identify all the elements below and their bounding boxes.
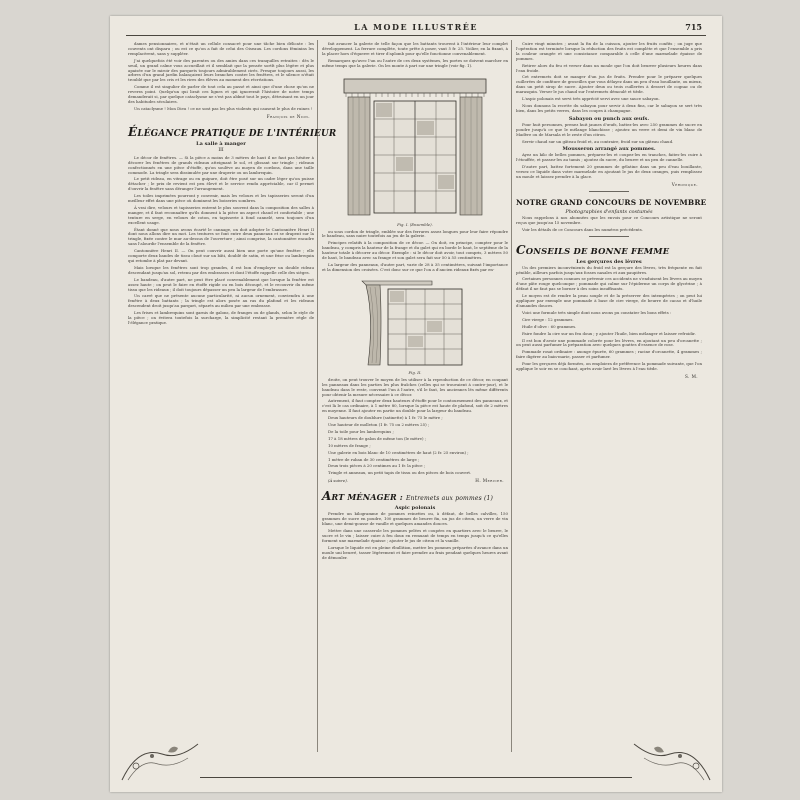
measure-item: Deux trois pièces à 20 centimes au 1 fr. la pièce ; xyxy=(328,463,426,469)
sabayon-title: Sabayon ou punch aux œufs. xyxy=(568,115,650,122)
intro-paragraph: Un cataclysme ! Mon Dieu ! ce ne sont pas les plus violents qui causent le plus de ruines ! xyxy=(134,105,313,111)
recipe-paragraph: Mettre dans une casserole les pommes pelées et coupées en quartiers avec le beurre, le sucre et le vin ; laisser cuire à feu doux en remuant de temps en temps jusqu'à ce qu'elles forment une marmelade épaisse ; ajouter le jus de citron et la vanille. xyxy=(322,528,508,543)
measure-item: 1 mètre de ruban de 30 centimètres de large ; xyxy=(328,456,420,462)
intro-paragraph: dames pensionnaires, et n'était un cellule consacré pour une tâche bien délicate : les couvents ont disparu ; ou est ce qu'on a fait de celui des Oiseaux. Les cordons féminins les remplacèrent, sans y suppléer. xyxy=(128,41,314,56)
article-paragraph: Étant donné que nous avons écarté le cannage, on doit adopter le Cantonnière Henri II dont nous allons dire un mot. Les tentures se font entre deux panneaux et se drapent sur la tringle, fixée contre le mur au-dessus de l'ouverture ; ainsi comprise, la cantonnière encadre sans l'alourdir l'ensemble de la fenêtre. xyxy=(128,226,314,247)
recipe-paragraph: L'aspic polonais est servi très apprécié servi avec une sauce sabayon. xyxy=(522,96,660,102)
measure-item: 10 mètres de frange ; xyxy=(328,442,371,448)
mousseron-title: Mousseron arrangé aux pommes. xyxy=(562,146,656,153)
article-paragraph: Cantonnière Henri II. — On peut couvrir aussi bien une porte qu'une fenêtre ; elle comporte deux bandes de tissu cloué sur un bâti, doublé de satin, et une frise ou lambrequin qui retombe à plat par devant. xyxy=(128,248,314,263)
window-illustration xyxy=(322,73,508,221)
window-detail-illustration xyxy=(322,277,508,369)
masthead xyxy=(126,22,706,36)
intro-paragraph: J'ai quelquefois été voir des parentes ou des amies dans ces tranquilles retraites : dès le seuil, un grand calme vous accueillait et il semblait que la pensée sortît plus légère et plus apaisée sur le miroir des parquets toujours admirablement cirés. Presque toujours aussi, les arbres d'un grand jardin balançaient leurs branches contre les fenêtres, et le silence n'était troublé que par les cris et les rires des élèves au moment des récréations. xyxy=(128,57,314,83)
measure-item: Une hauteur de molleton (1 fr. 75 ou 2 mètres 25) ; xyxy=(328,422,430,428)
figure-1-window-curtains xyxy=(322,73,508,227)
concours-subtitle: Photographies d'enfants costumés xyxy=(565,208,653,215)
advice-paragraph: Huile d'olive : 60 grammes. xyxy=(522,323,577,329)
intro-paragraph: Comme il est singulier de parler de tout cela au passé et ainsi que d'une chose qu'on ne reverra point. Quelqu'un qui lirait ces lignes et qui ignorerait l'histoire de notre temps demanderait si, par quelque cataclysme ne s'est pas abîmé tout le pays, détruisant en un jour des habitudes séculaires. xyxy=(128,84,314,104)
article-footer xyxy=(328,478,504,483)
article-paragraph: Le bandeau, d'autre part, ne peut être placé convenablement que lorsque la fenêtre est assez haute ; on peut le faire en étoffe rigide ou en bois découpé, et le recouvrir du même tissu que les rideaux ; il doit toujours dépasser un peu la largeur de l'embrasure. xyxy=(128,276,314,292)
advice-paragraph: Certaines personnes connues se prévenir ces accidents ne s'enduisent les lèvres au moyen d'une pâte rouge quelconque ; pommade qui calme sur l'épiderme un corps de glycérine ; à défaut il ne faut pas se borner à des soins insuffisants. xyxy=(516,276,702,292)
advice-paragraph: Un des premiers inconvénients du froid est la gerçure des lèvres, très fréquente en fait pénible, ailleurs parfois jusqu'aux fosses nasales et aux paupières. xyxy=(516,264,702,275)
measure-item: Tringle et anneaux, un petit tapis de tissu ou des pièces de bois couvert. xyxy=(328,470,472,476)
art-title-initial: A xyxy=(322,489,332,504)
section-title-text: LÉGANCE PRATIQUE DE L'INTÉRIEUR xyxy=(137,128,337,139)
recipe-paragraph: Ayez un kilo de belles pommes, préparez-les et coupez-les en tranches, faites-les cuire à l'étouffée, et passez-les au tamis ; ajoutez du sucre, du beurre et un peu de cannelle. xyxy=(516,152,702,163)
article-paragraph: Les frises et lambrequins sont garnis de galons, de franges ou de glands, selon le style de la pièce ; on évitera toutefois la surcharge, la simplicité restant la première règle de l'élégance pratique. xyxy=(128,310,314,325)
article-signature: H. Mercier. xyxy=(475,478,504,484)
article-paragraph: fait avancer la galerie de telle façon que les battants trouvent à l'intérieur leur complet développement. La ferrure complète, toute prête à poser, vaut 5 fr. 25. Voilier, en la fixant, à la placer hors d'équerre et tirer d'aplomb pour qu'elle fonctionne convenablement. xyxy=(322,41,508,56)
section-subtitle: La salle à manger xyxy=(196,140,246,147)
measure-item: De la toile pour les lambrequins ; xyxy=(328,428,394,434)
measure-item: 17 à 18 mètres de galon de même ton (le mètre) ; xyxy=(328,435,427,441)
recipe-paragraph: Cuire vingt minutes ; avant la fin de la cuisson, ajouter les fruits confits ; on juge que l'opération est terminée lorsque la réduction des fruits est complète et que l'ensemble a pris la couleur orangée et une consistance comparable à celle d'une marmelade épaisse de pommes. xyxy=(516,41,702,61)
concours-paragraph: Voir les détails de ce Concours dans les numéros précédents. xyxy=(522,226,644,232)
advice-paragraph: Il est bon d'avoir une pommade colorée pour les lèvres, en ajoutant un peu d'orcanette ; on peut aussi parfumer la préparation avec quelques gouttes d'essence de rose. xyxy=(516,337,702,348)
section-title-elegance xyxy=(128,124,337,139)
advice-paragraph: Cire vierge : 12 grammes. xyxy=(522,316,574,322)
article-paragraph: À vrai dire, velours et tapisseries entrent le plus souvent dans la composition des salles à manger, et il faut reconnaître qu'ils donnent à la pièce un aspect chaud et confortable ; une tenture en serge, en velours de coton, en tapisserie à fond cannelé, sera toujours d'un excellent usage. xyxy=(128,204,314,225)
article-paragraph: droite, on peut trouver le moyen de les utiliser à la reproduction de ce décor, en coupant les panneaux dans les parties les plus fraîches (celles qui se trouvaient à contre-jour), et le bandeau dans le reste, couvrant l'un à l'autre, s'il le faut, les anciennes lés même différents pour obtenir la mesure nécessaire à ce décor. xyxy=(322,376,508,397)
section-title-initial: É xyxy=(128,124,138,139)
figure-2-window-detail xyxy=(322,277,508,375)
column-divider-1 xyxy=(317,40,318,752)
article-paragraph: Principes relatifs à la composition de ce décor. — On doit, en principe, compter pour le bandeau, y compris la hauteur de la frange et du galet qui en borde le haut, le septième de la hauteur totale à décorer au décor. Exemple : si le décor doit avoir, tout compris, 3 mètres 50 de haut, le bandeau avec sa frange et son galet sera fait sur 50 à 55 centimètres. xyxy=(322,240,508,261)
recipe-paragraph: Cet entremets doit se manger d'un jus de fruits. Prendre pour le préparer quelques cuillerées de confiture de groseilles que vous délayez dans un peu d'eau bouillante, ou mieux, dans un petit sirop de sucre. Ajouter deux ou trois cuillerées à dessert de cognac ou de marasquin. Verser le jus chaud sur l'entremets démoulé et tiède. xyxy=(516,74,702,95)
advice-paragraph: Pour les gerçures déjà formées, on emploiera de préférence la pommade suivante, que l'on applique le soir en se couchant, après avoir lavé les lèvres à l'eau tiède. xyxy=(516,361,702,372)
advice-signature: S. M. xyxy=(684,373,698,379)
column-divider-2 xyxy=(511,40,512,752)
article-paragraph: La largeur des panneaux, d'autre part, varie de 28 à 35 centimètres, suivant l'importance et la dimension des croisées. C'est donc sur ce que l'on a d'ancien rideaux fixés par en- xyxy=(322,261,508,272)
measure-item: Une galerie en bois blanc de 10 centimètres de haut (2 fr. 25 environ) ; xyxy=(328,449,469,455)
recipe-paragraph: Retirer alors du feu et verser dans un moule que l'on doit beurrer plusieurs heures dans l'eau froide. xyxy=(516,62,702,73)
conseils-title-initial: C xyxy=(516,242,526,257)
separator-rule xyxy=(589,191,629,192)
conseils-title-text: ONSEILS DE BONNE FEMME xyxy=(525,245,670,256)
masthead-title: LA MODE ILLUSTRÉE xyxy=(354,22,478,32)
figure-2-caption: Fig. II. xyxy=(408,369,422,375)
intro-signature: François de Nion. xyxy=(266,113,310,119)
recipe-paragraph: Servir chaud sur un gâteau froid et, au contraire, froid sur un gâteau chaud. xyxy=(522,138,674,144)
ornament-corner-left-icon xyxy=(118,736,202,784)
art-subtitle: Aspic polonais xyxy=(394,505,436,512)
article-paragraph: Mais lorsque les fenêtres sont trop grandes, il est bon d'employer un double rideau descendant jusqu'au sol, retenu par des embrasses et dont l'étoffe rappelle celle des sièges. xyxy=(128,264,314,275)
column-2 xyxy=(322,42,508,750)
article-paragraph: Les toiles imprimées pourront y convenir, mais les velours et les tapisseries seront d'un meilleur effet dans une pièce où dominent les boiseries sombres. xyxy=(128,193,314,204)
art-title-text: RT MÉNAGER : xyxy=(331,492,403,503)
recipe-paragraph: Prendre un kilogramme de pommes reinettes ou, à défaut, de belles calvilles, 150 grammes de sucre en poudre, 100 grammes de beurre fin, un jus de citron, un verre de vin blanc, une demi-gousse de vanille et quelques amandes douces. xyxy=(322,511,508,527)
article-paragraph: Un carré que ne présente aucune particularité, ni aucun ornement, conviendra à une fenêtre à deux battants ; la tringle est alors posée au ras du plafond et les rideaux descendent droit jusqu'au parquet, séparés au milieu par une embrasse. xyxy=(128,293,314,309)
column-1 xyxy=(128,41,337,750)
conseils-subtitle: Les gerçures des lèvres xyxy=(576,258,642,265)
article-paragraph: Le décor de fenêtres. — Si la pièce a moins de 3 mètres de haut il ne faut pas hésiter à décorer les fenêtres de grands rideaux atteignant le sol, et glissant sur tringle ; rideaux confectionnés en une pièce d'étoffe, qu'on soulève au moyen de cordons, dans une taille commode. La tringle sera dissimulée par une draperie ou un lambrequin. xyxy=(128,154,314,175)
newspaper-page xyxy=(110,16,722,792)
concours-title: NOTRE GRAND CONCOURS DE NOVEMBRE xyxy=(516,197,707,207)
advice-paragraph: Voici une formule très simple dont nous avons pu constater les bons effets : xyxy=(522,309,672,315)
advice-paragraph: Le moyen est de rendre la peau souple et de la préserver des intempéries ; on peut lui appliquer par exemple une pommade à base de cire vierge, de beurre de cacao et d'huile d'amandes douces. xyxy=(516,293,702,308)
article-paragraph: ou sous cordon de tringle, emblée sur des ferrures assez longues pour leur faire répondre le bandeau, sans nuire toutefois au jeu de la galerie. xyxy=(322,228,508,239)
advice-paragraph: Pommade rosat ordinaire : axonge épurée, 60 grammes ; racine d'orcanette, 4 grammes ; faire digérer au bain-marie, passer et parfumer. xyxy=(516,349,702,360)
figure-1-caption: Fig. I. (Ensemble). xyxy=(397,221,433,227)
art-title-italic: Entremets aux pommes (1) xyxy=(405,495,494,503)
column-3 xyxy=(516,41,707,750)
recipe-paragraph: Lorsque le liquide est en pleine ébullition, mettre les pommes préparées d'avance dans un moule uni beurré, tasser légèrement et faire prendre au frais pendant quelques heures avant de démouler. xyxy=(322,544,508,560)
concours-paragraph: Nous rappelons à nos abonnées que les envois pour ce Concours artistique ne seront reçus que jusqu'au 15 novembre. xyxy=(516,214,702,225)
section-title-conseils xyxy=(516,243,702,257)
advice-paragraph: Faire fondre la cire sur un feu doux ; y ajouter l'huile, bien mélanger et laisser refroidir. xyxy=(522,330,696,336)
article-paragraph: Le petit rideau, en vitrage ou en guipure, doit être posé sur un cadre léger qu'on puisse détacher ; le prix de revient est peu élevé et le service rendu appréciable, car il permet d'ouvrir la fenêtre sans déranger l'arrangement. xyxy=(128,176,314,192)
measure-intro: Deux hauteurs de doublure (satinette) à 1 fr. 75 le mètre ; xyxy=(328,415,443,421)
recipe-paragraph: Pour huit personnes, prenez huit jaunes d'œufs, battez-les avec 250 grammes de sucre en poudre jusqu'à ce que le mélange blanchisse ; ajoutez un verre et demi de vin blanc de Madère ou de Marsala et le zeste d'un citron. xyxy=(516,121,702,137)
bottom-rule xyxy=(200,777,632,778)
recipe-paragraph: Nous donnons la recette du sabayon pour servir à deux fins, car le sabayon se sert très bien, dans les petits verres, dans les coupes à champagne. xyxy=(516,102,702,113)
page-number: 715 xyxy=(685,22,702,32)
to-be-continued: (À suivre). xyxy=(328,478,348,484)
separator-rule xyxy=(589,236,629,237)
article-paragraph: Autrement, il faut compter deux hauteurs d'étoffe pour le contournement des panneaux, et c'est là le cas ordinaire, à 1 mètre 80, lorsque la pièce est haute de plafond, soit de 2 mètres en moyenne. Il faut ajouter en partie un double pour la largeur du bandeau. xyxy=(322,398,508,414)
recipe-signature: Véronique. xyxy=(671,181,698,187)
section-number: III xyxy=(218,147,224,153)
recipe-paragraph: D'autre part, battez fortement 20 grammes de gélatine dans un peu d'eau bouillante, versez ce liquide dans votre marmelade en ajoutant le jus de deux oranges, puis remplissez un moule et laissez prendre à la glace. xyxy=(516,164,702,180)
ornament-corner-right-icon xyxy=(630,736,714,784)
section-title-art-menager xyxy=(322,489,508,503)
article-paragraph: Remarquez qu'avec l'un ou l'autre de ces deux systèmes, les portes se doivent marcher en même temps que la galerie. On les monte à part sur une tringle (voir fig. 1). xyxy=(322,57,508,68)
masthead-rule xyxy=(126,35,706,36)
